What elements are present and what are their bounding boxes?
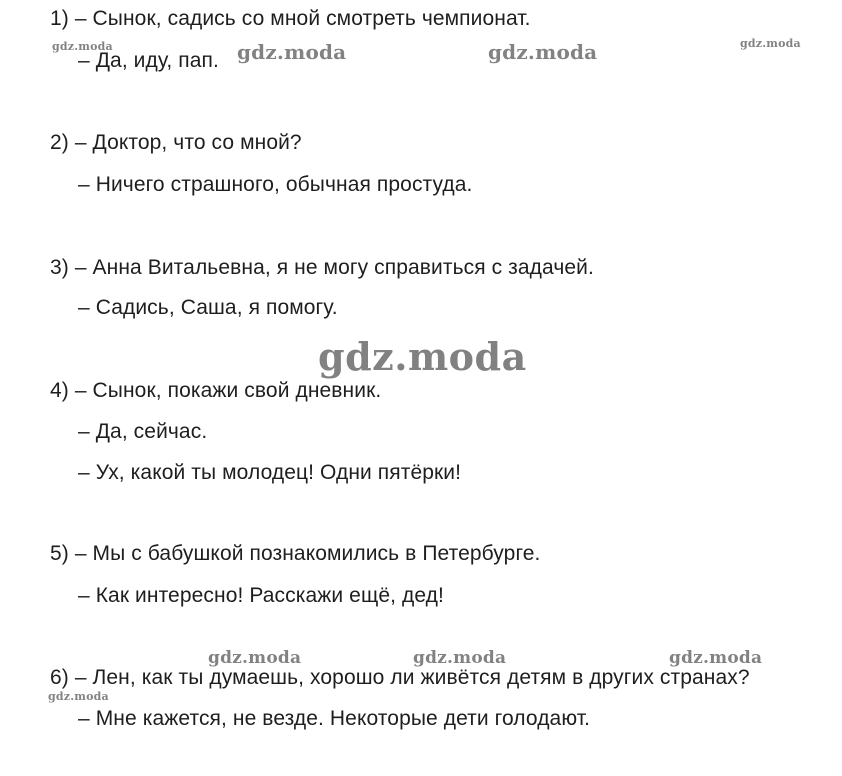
watermark: gdz.moda bbox=[318, 334, 527, 379]
dialogue-3-line-1 bbox=[50, 255, 594, 281]
dialogue-2-text-1: – Доктор, что со мной? bbox=[74, 131, 302, 154]
dialogue-3-number: 3) bbox=[50, 256, 69, 279]
dialogue-5-line-1 bbox=[50, 541, 540, 567]
watermark: gdz.moda bbox=[52, 40, 113, 53]
dialogue-4-number: 4) bbox=[50, 379, 69, 402]
dialogue-4-line-3 bbox=[78, 460, 461, 486]
dialogue-2-line-1 bbox=[50, 130, 302, 156]
dialogue-1-text-2: – Да, иду, пап. bbox=[78, 49, 219, 72]
dialogue-4-text-2: – Да, сейчас. bbox=[78, 420, 208, 443]
dialogue-4-text-1: – Сынок, покажи свой дневник. bbox=[74, 379, 382, 402]
watermark: gdz.moda bbox=[413, 648, 507, 668]
watermark: gdz.moda bbox=[208, 648, 302, 668]
dialogue-3-line-2 bbox=[78, 295, 338, 321]
dialogue-5-line-2 bbox=[78, 583, 444, 609]
dialogue-6-text-1: – Лен, как ты думаешь, хорошо ли живётся детям в других странах? bbox=[74, 666, 750, 689]
dialogue-4-line-1 bbox=[50, 378, 381, 404]
dialogue-5-text-1: – Мы с бабушкой познакомились в Петербурге. bbox=[74, 542, 541, 565]
dialogue-6-line-1 bbox=[50, 665, 750, 691]
watermark: gdz.moda bbox=[488, 40, 598, 64]
dialogue-2-line-2 bbox=[78, 172, 472, 198]
watermark: gdz.moda bbox=[237, 40, 347, 64]
dialogue-3-text-2: – Садись, Саша, я помогу. bbox=[78, 296, 338, 319]
dialogue-5-text-2: – Как интересно! Расскажи ещё, дед! bbox=[78, 584, 444, 607]
dialogue-4-text-3: – Ух, какой ты молодец! Одни пятёрки! bbox=[78, 461, 462, 484]
dialogue-6-text-2: – Мне кажется, не везде. Некоторые дети голодают. bbox=[78, 707, 591, 730]
dialogue-1-line-1 bbox=[50, 6, 531, 32]
dialogue-5-number: 5) bbox=[50, 542, 69, 565]
watermark: gdz.moda bbox=[669, 648, 763, 668]
dialogue-3-text-1: – Анна Витальевна, я не могу справиться с задачей. bbox=[74, 256, 594, 279]
dialogue-2-text-2: – Ничего страшного, обычная простуда. bbox=[78, 173, 473, 196]
watermark: gdz.moda bbox=[740, 37, 801, 50]
dialogue-2-number: 2) bbox=[50, 131, 69, 154]
dialogue-1-text-1: – Сынок, садись со мной смотреть чемпионат. bbox=[74, 7, 531, 30]
dialogue-4-line-2 bbox=[78, 419, 207, 445]
dialogue-6-line-2 bbox=[78, 706, 590, 732]
dialogue-1-number: 1) bbox=[50, 7, 69, 30]
dialogue-6-number: 6) bbox=[50, 666, 69, 689]
watermark: gdz.moda bbox=[48, 690, 109, 703]
